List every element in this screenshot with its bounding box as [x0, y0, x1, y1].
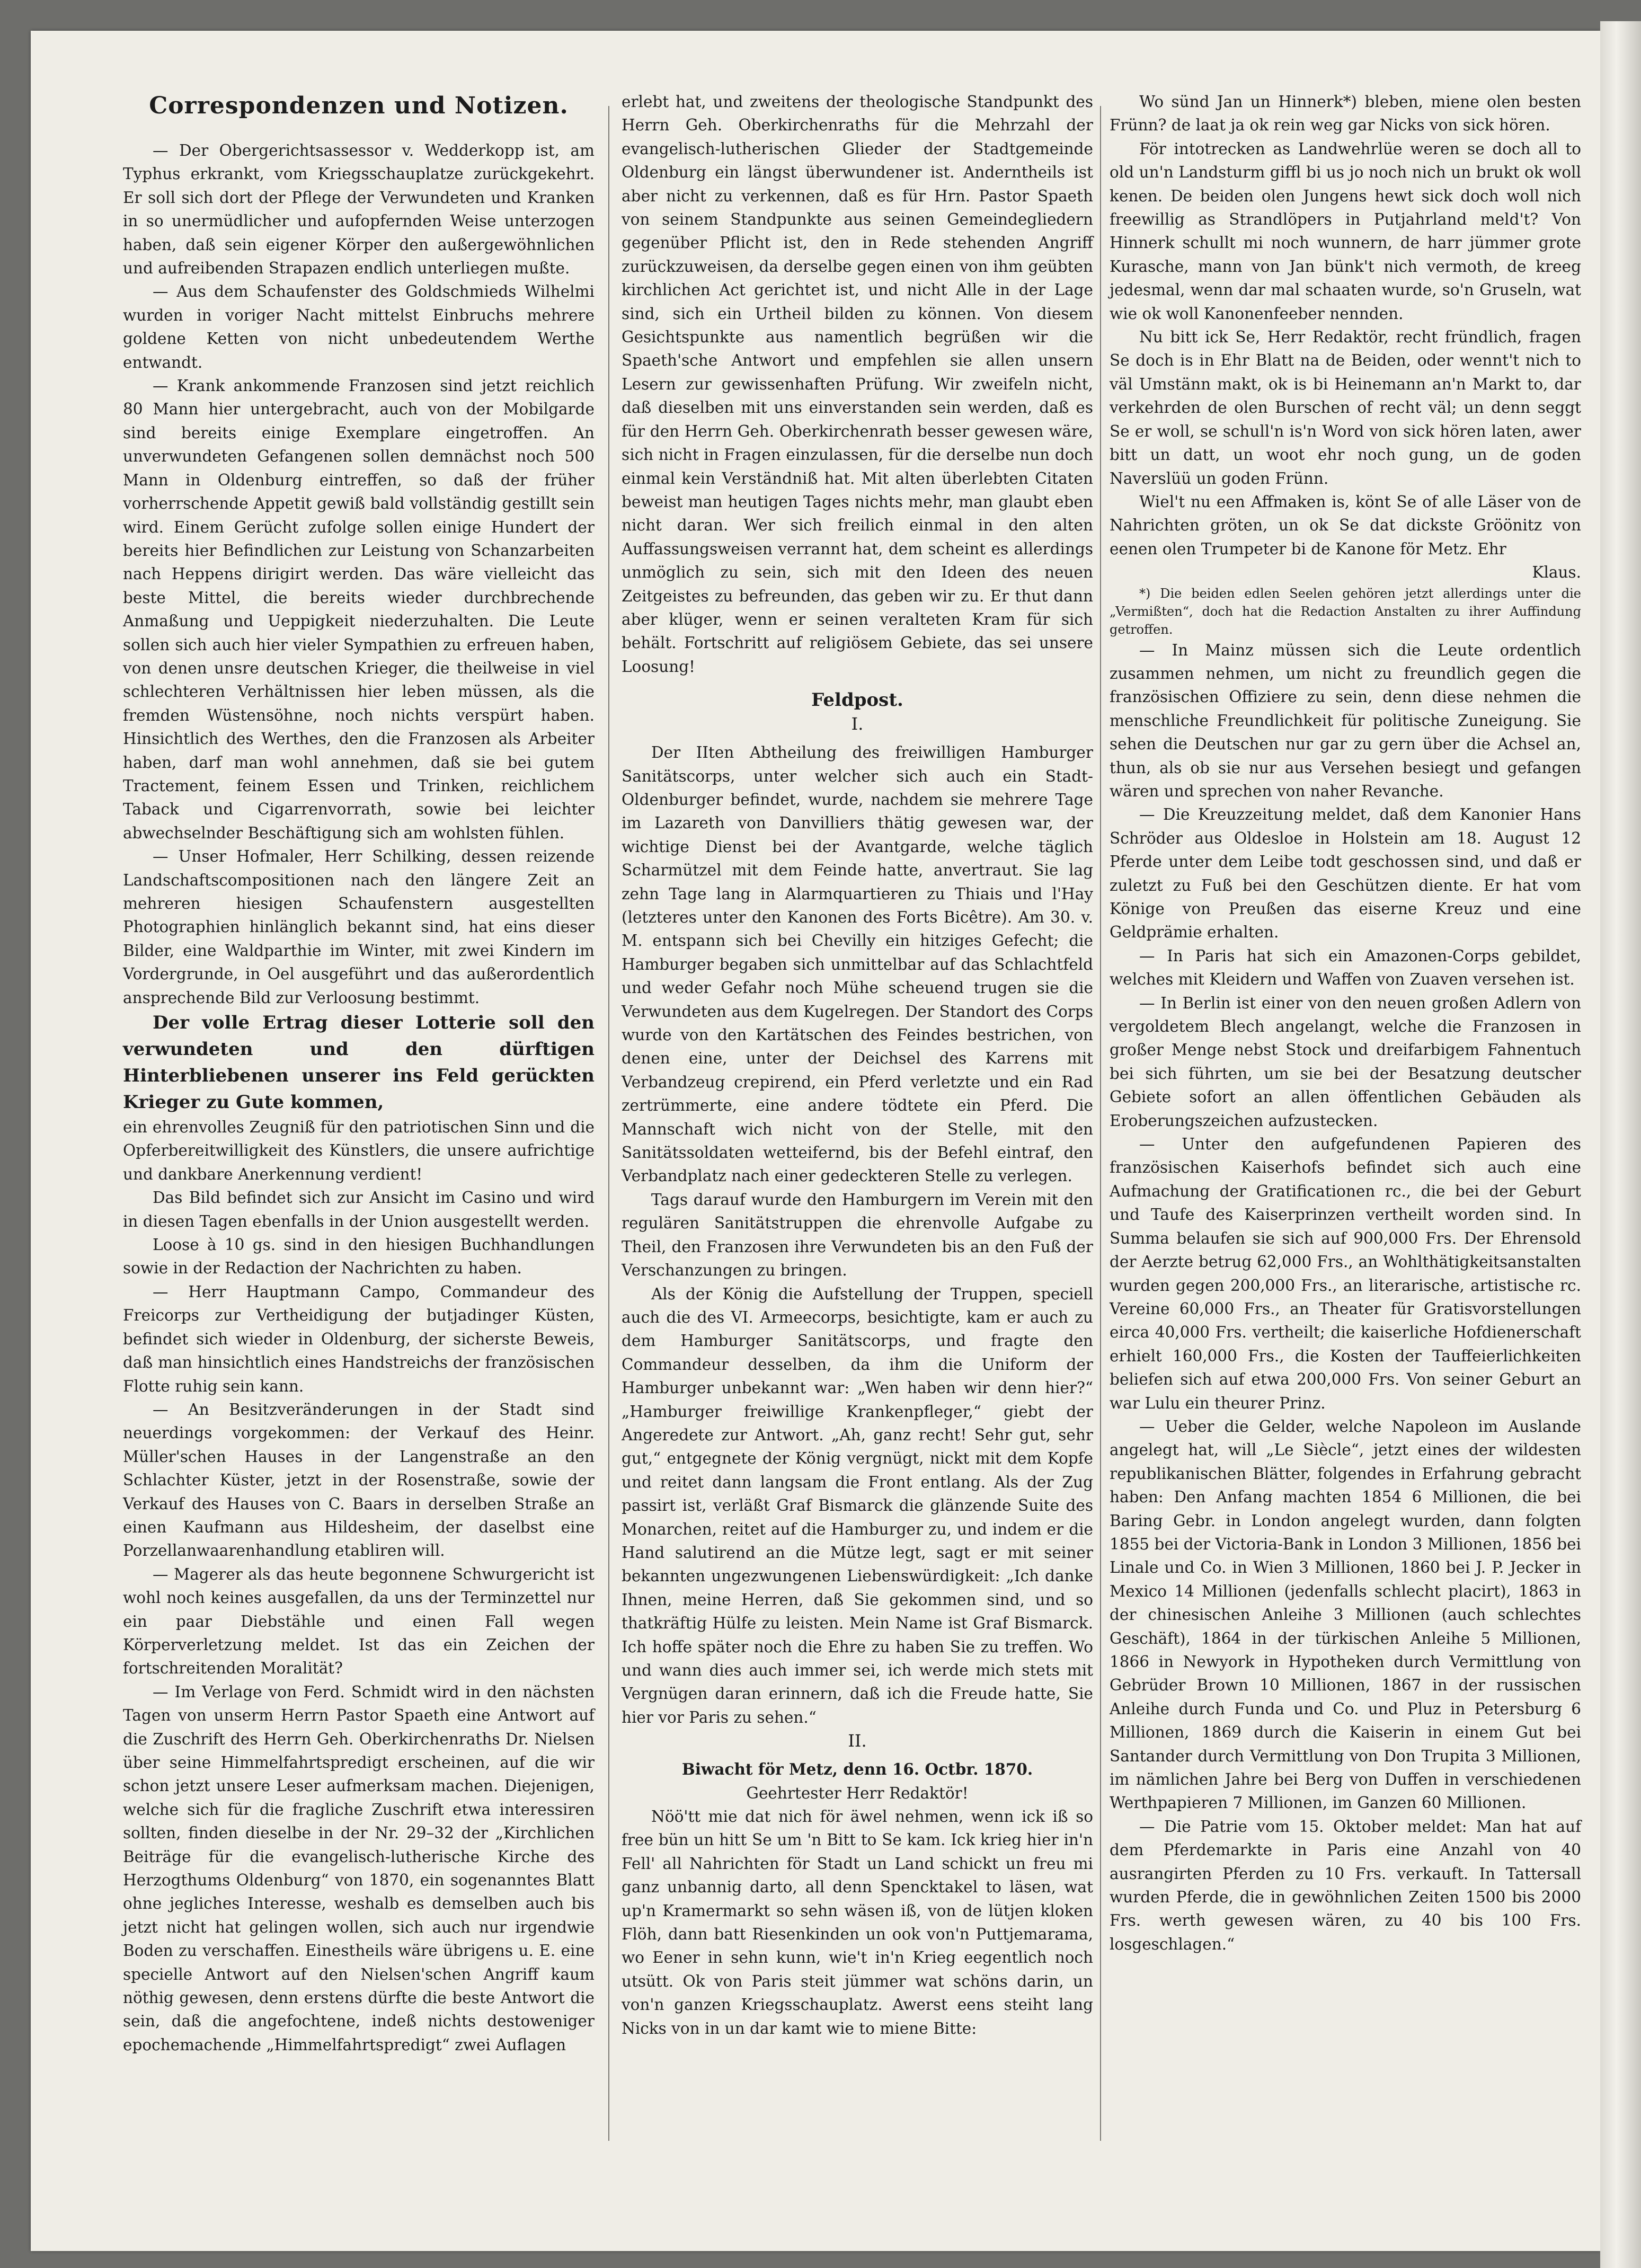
article-mainz: — In Mainz müssen sich die Leute ordentlich zusammen nehmen, um nicht zu freundlich gegen die französischen Offiziere zu sein, denn diese nehmen die menschliche Freundlichkeit für politische Zuneigung. Sie sehen die Deutschen nur gar zu gern über die Achsel an, thun, als ob sie nur aus Versehen besiegt und gefangen wären und sprechen von naher Revanche.	[1110, 641, 1581, 800]
article-kaiserhof: — Unter den aufgefundenen Papieren des französischen Kaiserhofs befindet sich auch eine Aufmachung der Gratificationen rc., die bei der Geburt und Taufe des Kaiserprinzen vertheilt worden sind. In Summa belaufen sie sich auf 900,000 Frs. Der Ehrensold der Aerzte betrug 62,000 Frs., an Wohlthätigkeitsanstalten wurden gegen 200,000 Frs., an literarische, artistische rc. Vereine 60,000 Frs., an Theater für Gratisvorstellungen eirca 40,000 Frs. vertheilt; die kaiserliche Hofdienerschaft erhielt 160,000 Frs., die Kosten der Tauffeierlichkeiten beliefen sich auf etwa 200,000 Frs. Von seiner Geburt an war Lulu ein theurer Prinz.	[1110, 1135, 1581, 1412]
article-amazonen: — In Paris hat sich ein Amazonen-Corps gebildet, welches mit Kleidern und Waffen von Zuaven versehen ist.	[1110, 946, 1581, 989]
letter-jan-hinnerk: Wo sünd Jan un Hinnerk*) bleben, miene olen besten Frünn? de laat ja ok rein weg gar Nicks von sick hören.	[1110, 93, 1581, 135]
column-3	[1110, 90, 1581, 1956]
column-1	[123, 90, 595, 2057]
lottery-notice-text: ein ehrenvolles Zeugniß für den patriotischen Sinn und die Opferbereitwilligkeit des Künstlers, die unsere aufrichtige und dankbare Anerkennung verdient!	[123, 1118, 595, 1183]
article-loose: Loose à 10 gs. sind in den hiesigen Buchhandlungen sowie in der Redaction der Nachrichten zu haben.	[123, 1236, 595, 1278]
biwak-dateline: Biwacht för Metz, denn 16. Octbr. 1870.	[681, 1760, 1033, 1779]
feldpost-number-1: I.	[851, 714, 864, 734]
lottery-notice-bold: Der volle Ertrag dieser Lotterie soll den verwundeten und den dürftigen Hinterbliebenen unserer ins Feld gerückten Krieger zu Gute kommen,	[123, 1012, 595, 1113]
page-fold	[1600, 21, 1641, 2268]
feldpost-tags: Tags darauf wurde den Hamburgern im Verein mit den regulären Sanitätstruppen die ehrenvolle Aufgabe zu Theil, den Franzosen ihre Verwundeten bis an den Fuß der Verschanzungen zu bringen.	[622, 1190, 1093, 1280]
article-patrie: — Die Patrie vom 15. Oktober meldet: Man hat auf dem Pferdemarkte in Paris eine Anzahl von 40 ausrangirten Pferden zu 10 Frs. verkauft. In Tattersall wurden Pferde, die in gewöhnlichen Zeiten 1500 bis 2000 Frs. werth gewesen wären, zu 40 bis 100 Frs. losgeschlagen.“	[1110, 1817, 1581, 1953]
column-divider	[1100, 106, 1101, 2141]
section-heading: Correspondenzen und Notizen.	[149, 92, 569, 119]
article-wedderkopp: — Der Obergerichtsassessor v. Wedderkopp ist, am Typhus erkrankt, vom Kriegsschauplatze zurückgekehrt. Er soll sich dort der Pflege der Verwundeten und Kranken in so unermüdlicher und aufopfernden Weise unterzogen haben, daß sein eigener Körper den außergewöhnlichen und aufreibenden Strapazen endlich unterliegen mußte.	[123, 141, 595, 278]
article-schilking: — Unser Hofmaler, Herr Schilking, dessen reizende Landschaftscompositionen nach den längere Zeit an mehreren hiesigen Schaufenstern ausgestellten Photographien hinlänglich bekannt sind, hat eins dieser Bilder, eine Waldparthie im Winter, mit zwei Kindern im Vordergrunde, in Oel ausgeführt und das außerordentlich ansprechende Bild zur Verloosung bestimmt.	[123, 847, 595, 1007]
column-divider	[608, 106, 609, 2141]
feldpost-koenig: Als der König die Aufstellung der Truppen, speciell auch die des VI. Armeecorps, besichtigte, kam er auch zu dem Hamburger Sanitätscorps, und fragte den Commandeur desselben, da ihm die Uniform der Hamburger unbekannt war: „Wen haben wir denn hier?“ „Hamburger freiwillige Krankenpfleger,“ giebt der Angeredete zur Antwort. „Ah, ganz recht! Sehr gut, sehr gut,“ entgegnete der König vergnügt, nickt mit dem Kopfe und reitet dann langsam die Front entlang. Als der Zug passirt ist, verläßt Graf Bismarck die glänzende Suite des Monarchen, reitet auf die Hamburger zu, und indem er die Hand salutirend an die Mütze legt, sagt er mit seiner bekannten ungezwungenen Liebenswürdigkeit: „Ich danke Ihnen, meine Herren, daß Sie gekommen sind, und so thatkräftig Hülfe zu leisten. Mein Name ist Graf Bismarck. Ich hoffe später noch die Ehre zu haben Sie zu treffen. Wo und wann dies auch immer sei, ich werde mich stets mit Vergnügen daran erinnern, daß ich die Freude hatte, Sie hier vor Paris zu sehen.“	[622, 1284, 1093, 1726]
article-adler: — In Berlin ist einer von den neuen großen Adlern von vergoldetem Blech angelangt, welche die Franzosen in großer Menge nebst Stock und dreifarbigem Fahnentuch bei sich führten, um sie bei der Besatzung deutscher Gebiete sofort an allen öffentlichen Gebäuden als Eroberungszeichen aufzustecken.	[1110, 994, 1581, 1130]
feldpost-sanitaet: Der IIten Abtheilung des freiwilligen Hamburger Sanitätscorps, unter welcher sich auch ein Stadt-Oldenburger befindet, wurde, nachdem sie mehrere Tage im Lazareth von Danvilliers thätig gewesen war, der wichtige Dienst bei der Avantgarde, welche täglich Scharmützel mit dem Feinde hatte, anvertraut. Sie lag zehn Tage lang in Alarmquartieren zu Thiais und l'Hay (letzteres unter den Kanonen des Forts Bicêtre). Am 30. v. M. entspann sich bei Chevilly ein hitziges Gefecht; die Hamburger begaben sich unmittelbar auf das Schlachtfeld und weder Gefahr noch Mühe scheuend trugen sie die Verwundeten aus dem Kugelregen. Der Standort des Corps wurde von den Kartätschen des Feindes bestrichen, von denen eine, unter der Deichsel des Karrens mit Verbandzeug crepirend, ein Pferd verletzte und ein Rad zertrümmerte, eine andere tödtete ein Pferd. Die Mannschaft wich nicht von der Stelle, mit den Sanitätssoldaten wetteifernd, bis der Befehl eintraf, den Verbandplatz nach einer gedeckteren Stelle zu verlegen.	[622, 743, 1093, 1185]
article-campo: — Herr Hauptmann Campo, Commandeur des Freicorps zur Vertheidigung der butjadinger Küsten, befindet sich wieder in Oldenburg, der sicherste Beweis, daß man hinsichtlich eines Handstreichs der französischen Flotte ruhig sein kann.	[123, 1282, 595, 1395]
article-schaufenster: — Aus dem Schaufenster des Goldschmieds Wilhelmi wurden in voriger Nacht mittelst Einbruchs mehrere goldene Ketten von nicht unbedeutendem Werthe entwandt.	[123, 282, 595, 371]
letter-bitte: Nu bitt ick Se, Herr Redaktör, recht fründlich, fragen Se doch is in Ehr Blatt na de Beiden, oder wennt't nich to väl Umstänn makt, ok is bi Heinemann an'n Markt to, dar verkehrden de olen Burschen of recht väl; un denn seggt Se er woll, se schull'n is'n Word von sick hören laten, awer bitt un datt, un woot ehr noch gung, un de goden Naverslüü un goden Frünn.	[1110, 328, 1581, 488]
letter-body: Nöö'tt mie dat nich för äwel nehmen, wenn ick iß so free bün un hitt Se um 'n Bitt to Se kam. Ick krieg hier in'n Fell' all Nahrichten för Stadt un Land schickt un freu mi ganz unbannig darto, all denn Spencktakel to läsen, wat up'n Kramermarkt so sehn wäsen iß, von de lütjen kloken Flöh, dann batt Riesenkinden un ook von'n Puttjemarama, wo Eener in sehn kunn, wie't in'n Krieg eegentlich noch utsütt. Ok von Paris steit jümmer wat schöns darin, un von'n ganzen Kriegsschauplatz. Awerst eens steiht lang Nicks von in un dar kamt wie to miene Bitte:	[622, 1808, 1093, 2037]
article-bild: Das Bild befindet sich zur Ansicht im Casino und wird in diesen Tagen ebenfalls in der Union ausgestellt werden.	[123, 1189, 595, 1230]
footnote: *) Die beiden edlen Seelen gehören jetzt allerdings unter die „Vermißten“, doch hat die Redaction Anstalten zu ihrer Auffindung getroffen.	[1110, 586, 1581, 637]
article-napoleon: — Ueber die Gelder, welche Napoleon im Auslande angelegt hat, will „Le Siècle“, jetzt eines der wildesten republikanischen Blätter, folgendes in Erfahrung gebracht haben: Den Anfang machten 1854 6 Millionen, die bei Baring Gebr. in London angelegt wurden, dann folgten 1855 bei der Victoria-Bank in London 3 Millionen, 1856 bei Linale und Co. in Wien 3 Millionen, 1860 bei J. P. Jecker in Mexico 14 Millionen (jedenfalls schlecht placirt), 1863 in der chinesischen Anleihe 3 Millionen (auch schlechtes Geschäft), 1864 in der türkischen Anleihe 5 Millionen, 1866 in Newyork in Hypotheken durch Vermittlung von Gebrüder Brown 10 Millionen, 1867 in der russischen Anleihe durch Funda und Co. und Pluz in Petersburg 6 Millionen, 1869 durch die Kaiserin in einem Gut bei Santander durch Vermittlung von Don Trupita 3 Millionen, im nämlichen Jahre bei Berg von Duffen in verschiedenen Werthpapieren 7 Millionen, im Ganzen 60 Millionen.	[1110, 1417, 1581, 1812]
column-2	[622, 90, 1093, 2040]
article-schroeder: — Die Kreuzzeitung meldet, daß dem Kanonier Hans Schröder aus Oldesloe in Holstein am 18. August 12 Pferde unter dem Leibe todt geschossen sind, und daß er zuletzt zu Fuß bei den Geschützen diente. Er hat vom Könige von Preußen das eiserne Kreuz und eine Geldprämie erhalten.	[1110, 805, 1581, 942]
letter-closing: Wiel't nu een Affmaken is, könt Se of alle Läser von de Nahrichten gröten, un ok Se dat dickste Gröönitz von eenen olen Trumpeter bi de Kanone för Metz. Ehr	[1110, 492, 1581, 558]
article-schwurgericht: — Magerer als das heute begonnene Schwurgericht ist wohl noch keines ausgefallen, da uns der Terminzettel nur ein paar Diebstähle und einen Fall wegen Körperverletzung meldet. Ist das ein Zeichen der fortschreitenden Moralität?	[123, 1565, 595, 1678]
letter-landwehr: För intotrecken as Landwehrlüe weren se doch all to old un'n Landsturm giffl bi us jo noch nich un brukt ok woll kenen. De beiden olen Jungens hewt sick doch woll nich freewillig as Strandlöpers in Putjahrland meld't? Von Hinnerk schullt mi noch wunnern, de harr jümmer grote Kurasche, mann von Jan bünk't nich vermoth, de kreeg jedesmal, wenn dar mal schaaten wurde, so'n Gruseln, wat wie ok woll Kanonenfeeber nennden.	[1110, 139, 1581, 323]
letter-salutation: Geehrtester Herr Redaktör!	[746, 1784, 969, 1802]
feldpost-heading: Feldpost.	[811, 689, 903, 711]
feldpost-number-2: II.	[848, 1731, 867, 1751]
article-spaeth: — Im Verlage von Ferd. Schmidt wird in den nächsten Tagen von unserm Herrn Pastor Spaeth eine Antwort auf die Zuschrift des Herrn Geh. Oberkirchenraths Dr. Nielsen über seine Himmelfahrtspredigt erscheinen, auf die wir schon jetzt unsere Leser aufmerksam machen. Diejenigen, welche sich für die fragliche Zuschrift etwa interessiren sollten, finden dieselbe in der Nr. 29–32 der „Kirchlichen Beiträge für die evangelisch-lutherische Kirche des Herzogthums Oldenburg“ von 1870, ein sogenanntes Blatt ohne jegliches Interesse, weshalb es demselben auch bis jetzt nicht hat gelingen wollen, sich auch nur irgendwie Boden zu verschaffen. Einestheils wäre übrigens u. E. eine specielle Antwort auf den Nielsen'schen Angriff kaum nöthig gewesen, denn erstens dürfte die beste Antwort die sein, daß die angefochtene, indeß nichts destoweniger epochemachende „Himmelfahrtspredigt“ zwei Auflagen	[123, 1682, 595, 2054]
article-franzosen: — Krank ankommende Franzosen sind jetzt reichlich 80 Mann hier untergebracht, auch von der Mobilgarde sind bereits einige Exemplare eingetroffen. An unverwundeten Gefangenen sollen demnächst noch 500 Mann in Oldenburg eintreffen, so daß der früher vorherrschende Appetit gewiß bald vollständig gestillt sein wird. Einem Gerücht zufolge sollen einige Hundert der bereits hier Befindlichen zur Leistung von Schanzarbeiten nach Heppens dirigirt werden. Das wäre vielleicht das beste Mittel, die bereits wieder durchbrechende Anmaßung und Ueppigkeit niederzuhalten. Die Leute sollen sich auch hier vieler Sympathien zu erfreuen haben, von denen unsre deutschen Krieger, die theilweise in viel schlechteren Verhältnissen hier leben müssen, als die fremden Wüstensöhne, noch nichts verspürt haben. Hinsichtlich des Werthes, den die Franzosen als Arbeiter haben, darf man wohl annehmen, daß sie bei gutem Tractement, feinem Essen und Trinken, reichlichem Taback und Cigarrenvorrath, sowie bei leichter abwechselnder Beschäftigung sich am wohlsten fühlen.	[123, 377, 595, 842]
letter-signature: Klaus.	[1532, 563, 1581, 582]
article-besitz: — An Besitzveränderungen in der Stadt sind neuerdings vorgekommen: der Verkauf des Heinr. Müller'schen Hauses in der Langenstraße an den Schlachter Küster, jetzt in der Rosenstraße, sowie der Verkauf des Hauses von C. Baars in derselben Straße an einen Kaufmann aus Hildesheim, der daselbst eine Porzellanwaarenhandlung etabliren will.	[123, 1400, 595, 1560]
article-spaeth-cont: erlebt hat, und zweitens der theologische Standpunkt des Herrn Geh. Oberkirchenraths für die Mehrzahl der evangelisch-lutherischen Glieder der Stadtgemeinde Oldenburg ein längst überwundener ist. Anderntheils ist aber nicht zu verkennen, daß es für Hrn. Pastor Spaeth von seinem Standpunkte aus seinen Gemeindegliedern gegenüber Pflicht ist, den in Rede stehenden Angriff zurückzuweisen, da derselbe gegen einen von ihm geübten kirchlichen Act gerichtet ist, und nicht Alle in der Lage sind, sich ein Urtheil bilden zu können. Von diesem Gesichtspunkte aus namentlich begrüßen wir die Spaeth'sche Antwort und empfehlen sie allen unsern Lesern zur gewissenhaften Prüfung. Wir zweifeln nicht, daß dieselben mit uns einverstanden sein werden, daß es für den Herrn Geh. Oberkirchenrath besser gewesen wäre, sich nicht in Fragen einzulassen, für die derselbe nun doch einmal kein Verständniß hat. Mit alten überlebten Citaten beweist man heutigen Tages nichts mehr, man glaubt eben nicht daran. Wer sich freilich einmal in den alten Auffassungsweisen verrannt hat, dem scheint es allerdings unmöglich zu sein, sich mit den Ideen des neuen Zeitgeistes zu befreunden, das geben wir zu. Er thut dann aber klüger, wenn er seinen veralteten Kram für sich behält. Fortschritt auf religiösem Gebiete, das sei unsere Loosung!	[622, 93, 1093, 676]
